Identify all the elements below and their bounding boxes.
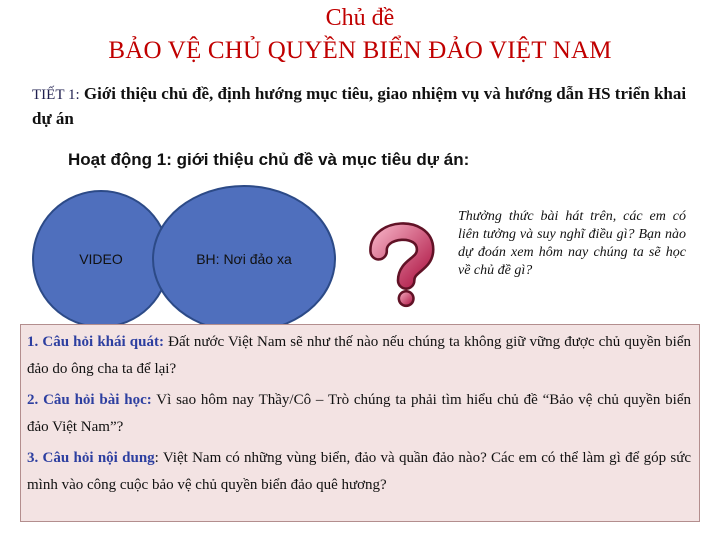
lesson-prefix: TIẾT 1: — [32, 87, 80, 103]
page-title: BẢO VỆ CHỦ QUYỀN BIỂN ĐẢO VIỆT NAM — [108, 37, 612, 64]
lesson-heading — [32, 82, 694, 130]
song-label: BH: Nơi đảo xa — [196, 251, 292, 267]
lesson-text: Giới thiệu chủ đề, định hướng mục tiêu, giao nhiệm vụ và hướng dẫn HS triển khai dự án — [32, 84, 687, 128]
question-1 — [27, 329, 691, 382]
question-2-text: Vì sao hôm nay Thầy/Cô – Trò chúng ta phải tìm hiểu chủ đề “Bảo vệ chủ quyền biển đảo Việt Nam”? — [27, 392, 691, 435]
questions-box — [20, 324, 700, 522]
question-2-label: 2. Câu hỏi bài học: — [27, 392, 152, 408]
question-3 — [27, 445, 691, 498]
song-ellipse[interactable] — [152, 185, 336, 333]
video-ellipse[interactable] — [32, 190, 170, 328]
question-1-label: 1. Câu hỏi khái quát: — [27, 334, 164, 350]
topic-label: Chủ đề — [325, 5, 395, 31]
activity-title: Hoạt động 1: giới thiệu chủ đề và mục tiêu dự án: — [68, 150, 470, 169]
question-2 — [27, 387, 691, 440]
question-3-text: : Việt Nam có những vùng biển, đảo và quần đảo nào? Các em có thể làm gì để góp sức mình vào công cuộc bảo vệ chủ quyền biển đảo quê hương? — [27, 450, 691, 493]
video-label: VIDEO — [79, 251, 123, 267]
question-mark-icon — [355, 213, 447, 313]
question-1-text: Đất nước Việt Nam sẽ như thế nào nếu chúng ta không giữ vững được chủ quyền biển đảo do ông cha ta để lại? — [27, 334, 691, 377]
question-3-label: 3. Câu hỏi nội dung — [27, 450, 155, 466]
reflection-prompt: Thưởng thức bài hát trên, các em có liên tưởng và suy nghĩ điều gì? Bạn nào dự đoán xem hôm nay chúng ta sẽ học về chủ đề gì? — [458, 209, 686, 278]
